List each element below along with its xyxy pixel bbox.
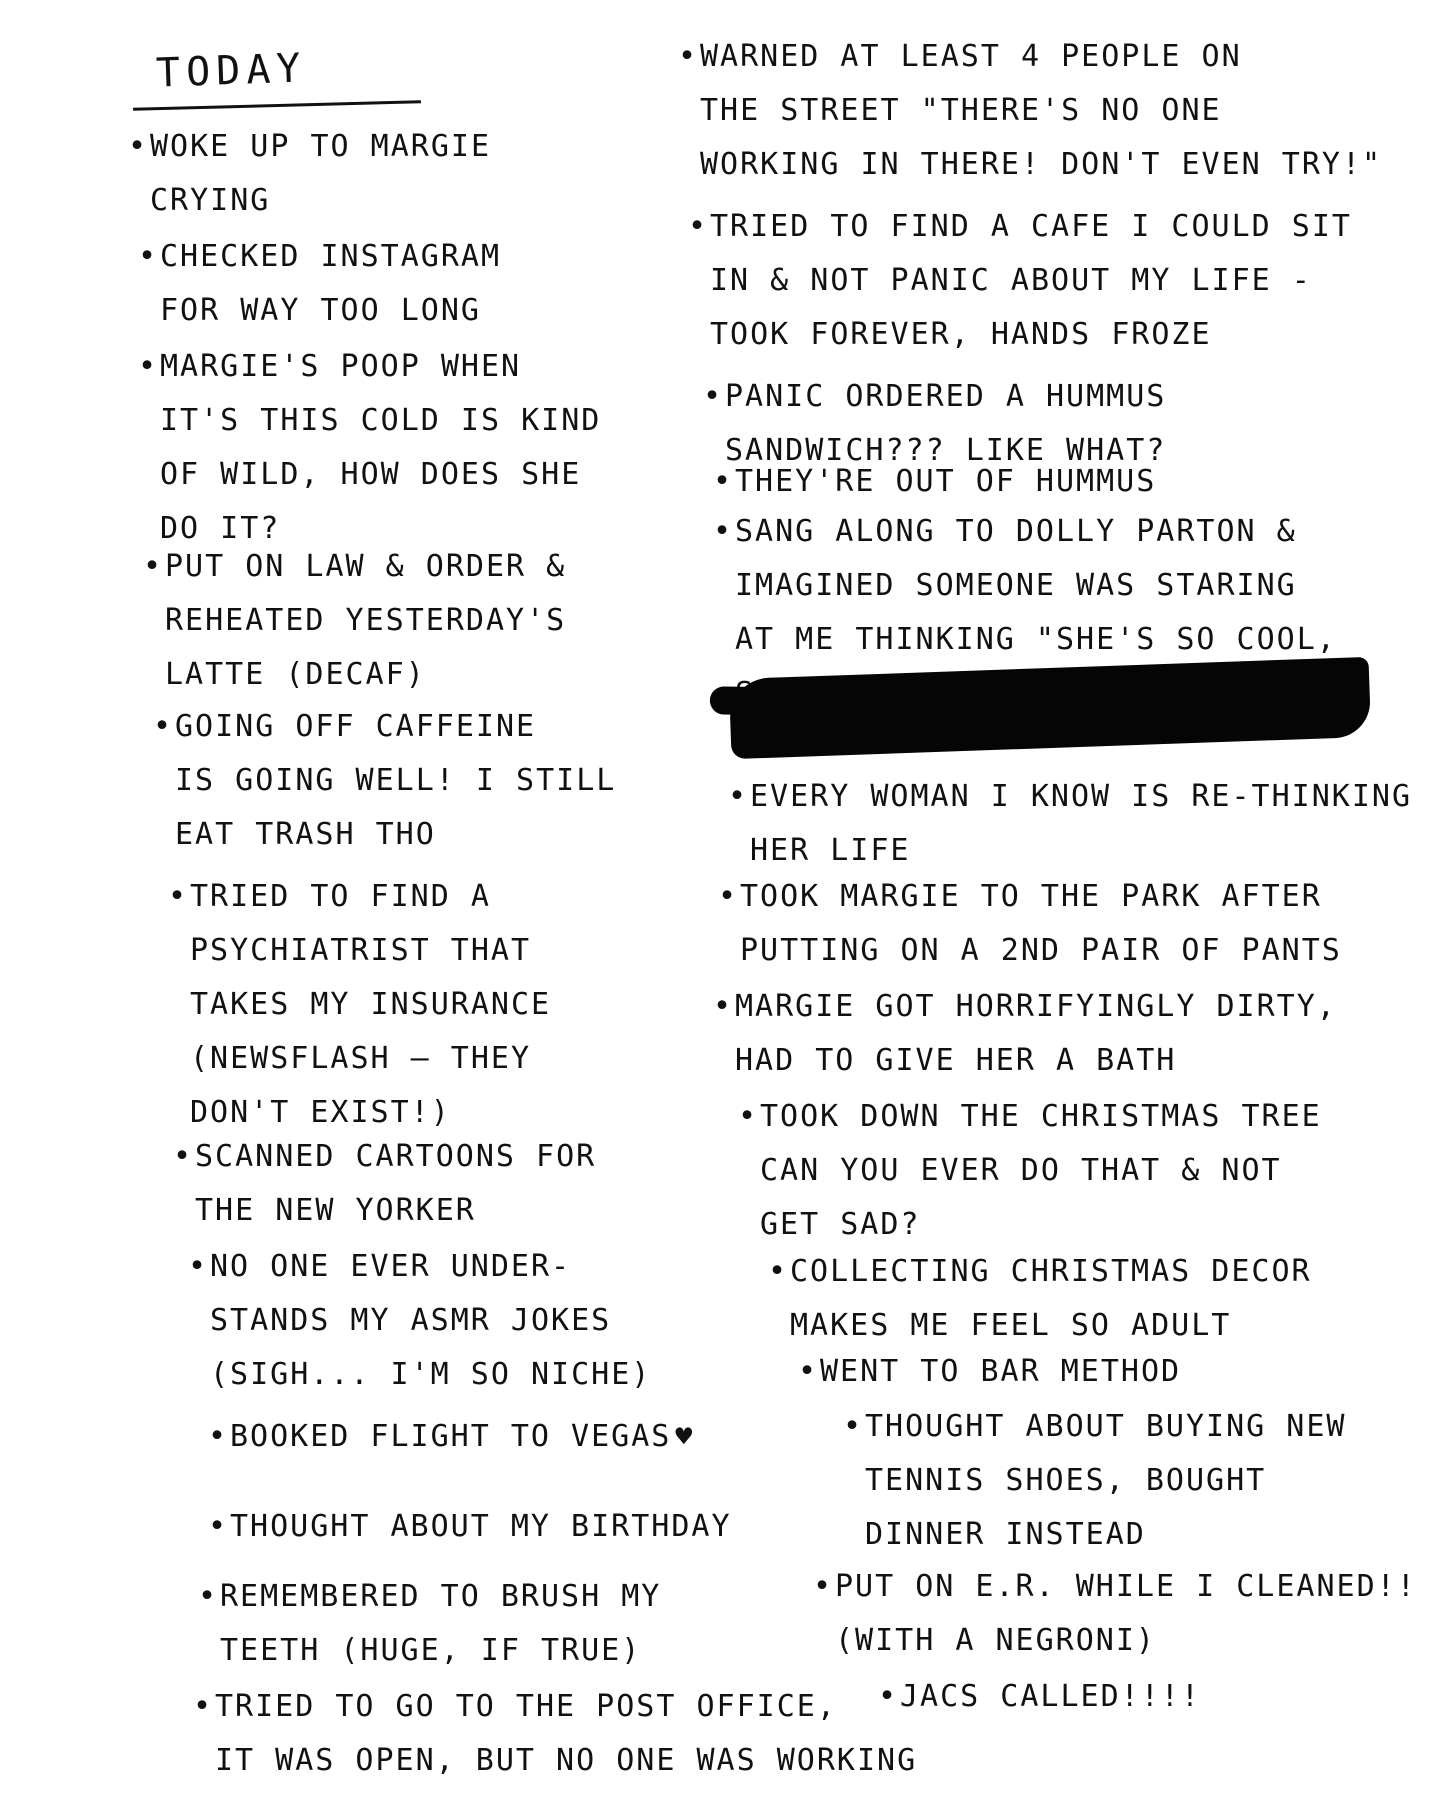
- bullet-icon: •: [843, 1409, 864, 1444]
- left-entry: [188, 1240, 652, 1402]
- entry-text: REMEMBERED TO BRUSH MY TEETH (HUGE, IF TRUE): [220, 1579, 662, 1668]
- entry-text: SCANNED CARTOONS FOR THE NEW YORKER: [195, 1139, 597, 1228]
- bullet-icon: •: [728, 779, 749, 814]
- bullet-icon: •: [143, 549, 164, 584]
- bullet-icon: •: [768, 1254, 789, 1289]
- bullet-icon: •: [718, 879, 739, 914]
- left-entry: [208, 1410, 695, 1464]
- bullet-icon: •: [713, 464, 734, 499]
- bullet-icon: •: [678, 39, 699, 74]
- bullet-icon: •: [153, 709, 174, 744]
- entry-text: WOKE UP TO MARGIE CRYING: [150, 129, 492, 218]
- bullet-icon: •: [193, 1689, 214, 1724]
- right-entry: [678, 30, 1383, 192]
- right-entry: [843, 1400, 1347, 1562]
- entry-text: WARNED AT LEAST 4 PEOPLE ON THE STREET "THERE'S NO ONE WORKING IN THERE! DON'T EVEN TRY!": [700, 39, 1383, 182]
- bullet-icon: •: [713, 514, 734, 549]
- entry-text: TRIED TO GO TO THE POST OFFICE, IT WAS OPEN, BUT NO ONE WAS WORKING: [215, 1689, 918, 1778]
- entry-text: EVERY WOMAN I KNOW IS RE-THINKING HER LIFE: [750, 779, 1413, 868]
- bullet-icon: •: [208, 1419, 229, 1454]
- bullet-icon: •: [138, 349, 159, 384]
- entry-text: WENT TO BAR METHOD: [820, 1354, 1182, 1389]
- left-entry: [193, 1680, 918, 1788]
- right-entry: [728, 770, 1413, 878]
- entry-text: SANG ALONG TO DOLLY PARTON & IMAGINED SOMEONE WAS STARING AT ME THINKING "SHE'S SO COOL,: [735, 514, 1337, 657]
- bullet-icon: •: [878, 1679, 899, 1714]
- page-title: TODAY: [155, 45, 308, 97]
- right-entry: [713, 455, 1157, 509]
- right-entry: [738, 1090, 1322, 1252]
- right-entry: [878, 1670, 1201, 1724]
- right-entry: [813, 1560, 1417, 1668]
- left-entry: [143, 540, 567, 702]
- entry-text: JACS CALLED!!!!: [900, 1679, 1201, 1714]
- entry-text: GOING OFF CAFFEINE IS GOING WELL! I STILL EAT TRASH THO: [175, 709, 617, 852]
- left-entry: [173, 1130, 597, 1238]
- left-entry: [208, 1500, 732, 1554]
- entry-text: TRIED TO FIND A CAFE I COULD SIT IN & NOT PANIC ABOUT MY LIFE - TOOK FOREVER, HANDS FROZE: [710, 209, 1352, 352]
- entry-text: THEY'RE OUT OF HUMMUS: [735, 464, 1157, 499]
- bullet-icon: •: [738, 1099, 759, 1134]
- right-entry: [718, 870, 1342, 978]
- bullet-icon: •: [703, 379, 724, 414]
- bullet-icon: •: [168, 879, 189, 914]
- right-entry: [688, 200, 1352, 362]
- bullet-icon: •: [688, 209, 709, 244]
- bullet-icon: •: [198, 1579, 219, 1614]
- entry-text: TRIED TO FIND A PSYCHIATRIST THAT TAKES MY INSURANCE (NEWSFLASH — THEY DON'T EXIST!): [190, 879, 552, 1130]
- entry-text: TOOK MARGIE TO THE PARK AFTER PUTTING ON A 2ND PAIR OF PANTS: [740, 879, 1342, 968]
- entry-text: CHECKED INSTAGRAM FOR WAY TOO LONG: [160, 239, 502, 328]
- left-entry: [128, 120, 492, 228]
- bullet-icon: •: [188, 1249, 209, 1284]
- entry-text: NO ONE EVER UNDER- STANDS MY ASMR JOKES (SIGH... I'M SO NICHE): [210, 1249, 652, 1392]
- left-entry: [168, 870, 552, 1140]
- entry-text: BOOKED FLIGHT TO VEGAS: [230, 1419, 672, 1454]
- right-entry: [713, 980, 1337, 1088]
- entry-text: THOUGHT ABOUT BUYING NEW TENNIS SHOES, BOUGHT DINNER INSTEAD: [865, 1409, 1347, 1552]
- bullet-icon: •: [813, 1569, 834, 1604]
- title-underline: [133, 100, 421, 111]
- left-entry: [153, 700, 617, 862]
- left-entry: [198, 1570, 662, 1678]
- bullet-icon: •: [713, 989, 734, 1024]
- entry-text: THOUGHT ABOUT MY BIRTHDAY: [230, 1509, 732, 1544]
- entry-text: PUT ON LAW & ORDER & REHEATED YESTERDAY'S LATTE (DECAF): [165, 549, 567, 692]
- left-entry: [138, 230, 502, 338]
- entry-text: PUT ON E.R. WHILE I CLEANED!! (WITH A NEGRONI): [835, 1569, 1417, 1658]
- entry-text: PANIC ORDERED A HUMMUS SANDWICH??? LIKE WHAT?: [725, 379, 1167, 468]
- right-entry: [768, 1245, 1312, 1353]
- entry-text: TOOK DOWN THE CHRISTMAS TREE CAN YOU EVER DO THAT & NOT GET SAD?: [760, 1099, 1322, 1242]
- left-entry: [138, 340, 602, 556]
- bullet-icon: •: [138, 239, 159, 274]
- bullet-icon: •: [208, 1509, 229, 1544]
- entry-text: COLLECTING CHRISTMAS DECOR MAKES ME FEEL SO ADULT: [790, 1254, 1312, 1343]
- entry-text: MARGIE GOT HORRIFYINGLY DIRTY, HAD TO GIVE HER A BATH: [735, 989, 1337, 1078]
- bullet-icon: •: [173, 1139, 194, 1174]
- bullet-icon: •: [798, 1354, 819, 1389]
- entry-text: MARGIE'S POOP WHEN IT'S THIS COLD IS KIND OF WILD, HOW DOES SHE DO IT?: [160, 349, 602, 546]
- bullet-icon: •: [128, 129, 149, 164]
- right-entry: [798, 1345, 1182, 1399]
- heart-icon: ♥: [675, 1420, 695, 1453]
